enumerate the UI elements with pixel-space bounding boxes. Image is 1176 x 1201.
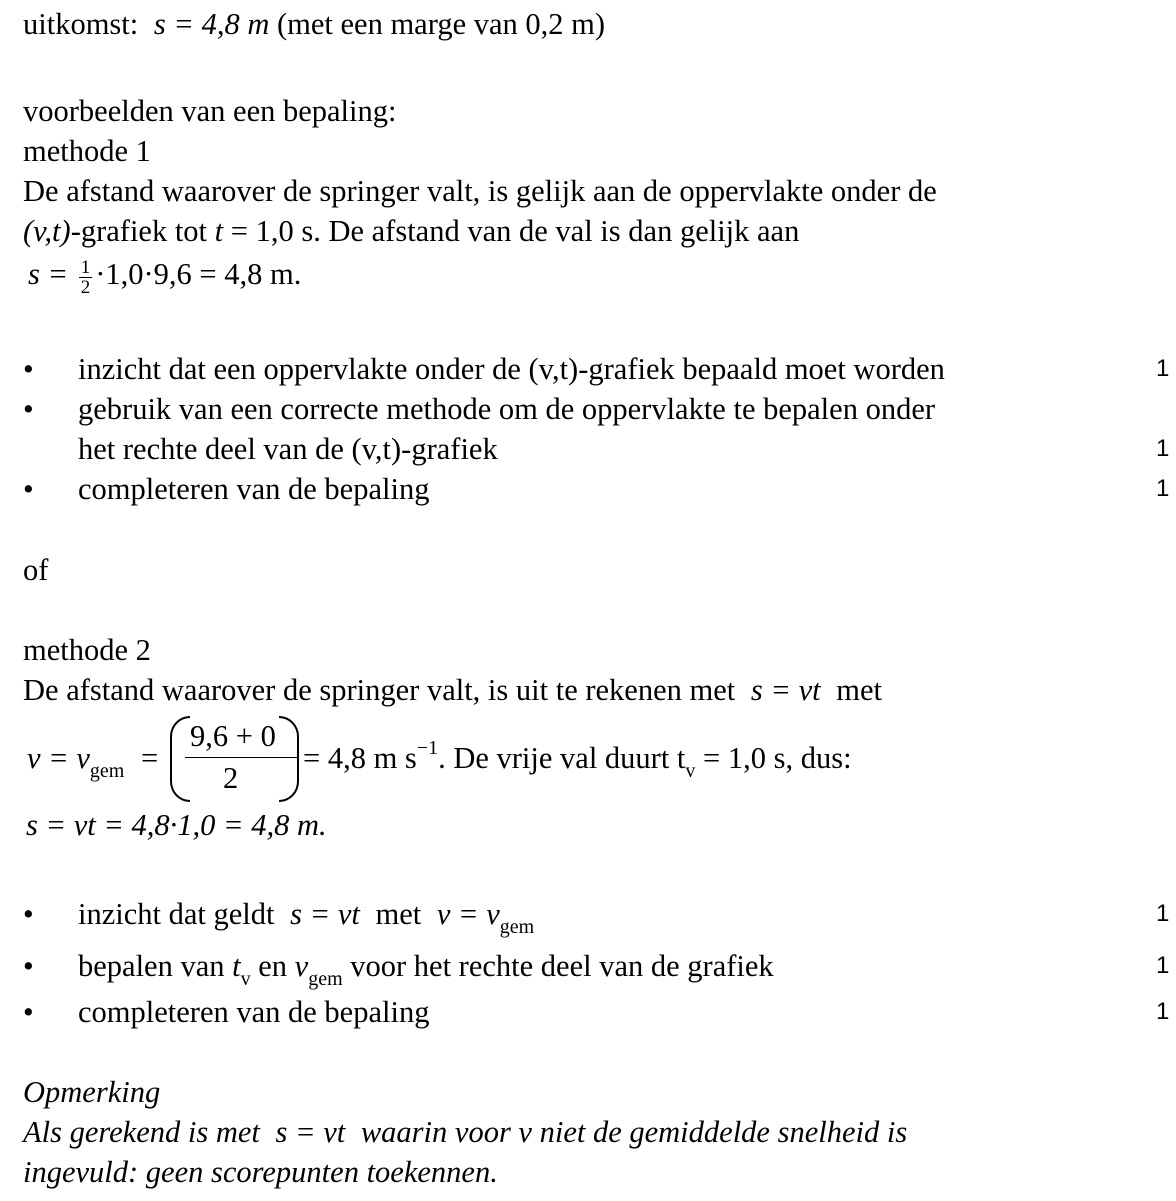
method1-line1: De afstand waarover de springer valt, is gelijk aan de oppervlakte onder de xyxy=(23,174,937,208)
score-point: 1 xyxy=(1156,475,1170,502)
score-point: 1 xyxy=(1156,952,1170,979)
fraction-numerator: 1 xyxy=(80,256,91,278)
fraction-denominator: 2 xyxy=(80,276,91,298)
result-line xyxy=(23,4,605,44)
remark-title: Opmerking xyxy=(23,1075,161,1109)
method1-line2-mid: -grafiek tot xyxy=(70,214,215,248)
v-lhs xyxy=(27,738,124,782)
score-point: 1 xyxy=(1156,998,1170,1025)
method1-criterion-1: inzicht dat een oppervlakte onder de (v,t)-grafiek bepaald moet worden xyxy=(78,352,945,386)
bullet-marker: • xyxy=(23,472,34,506)
criterion-mid: met xyxy=(375,897,422,931)
calc-rhs: ·1,0·9,6 = 4,8 m. xyxy=(95,257,302,291)
svt-expression: s = vt xyxy=(275,1115,346,1149)
result-expression: s = 4,8 m xyxy=(153,7,270,41)
bullet-marker: • xyxy=(23,352,34,386)
method1-line2-post: = 1,0 s. De afstand van de val is dan gelijk aan xyxy=(223,214,800,248)
bullet-marker: • xyxy=(23,897,34,931)
criterion-text: inzicht dat geldt xyxy=(78,897,275,931)
method2-line1-end: met xyxy=(836,673,882,707)
method2-criterion-1 xyxy=(78,894,534,938)
method2-criterion-3: completeren van de bepaling xyxy=(78,995,430,1029)
criterion-post: voor het rechte deel van de grafiek xyxy=(342,949,774,983)
velocity-value: = 4,8 m s xyxy=(303,741,417,775)
result-label: uitkomst: xyxy=(23,7,139,41)
method2-line1 xyxy=(23,670,882,710)
criterion-pre: bepalen van xyxy=(78,949,233,983)
v-subscript-gem: gem xyxy=(89,760,125,782)
score-point: 1 xyxy=(1156,900,1170,927)
right-parenthesis xyxy=(279,716,299,802)
remark-line1-pre: Als gerekend is met xyxy=(23,1115,260,1149)
svt-expression: s = vt xyxy=(290,897,360,931)
method2-title: methode 2 xyxy=(23,633,151,667)
v-subscript-gem: gem xyxy=(308,968,343,990)
result-margin: (met een marge van 0,2 m) xyxy=(276,7,606,41)
method1-line2 xyxy=(23,211,799,251)
left-parenthesis xyxy=(170,716,190,802)
bullet-marker: • xyxy=(23,949,34,983)
or-separator: of xyxy=(23,553,49,587)
score-point: 1 xyxy=(1156,435,1170,462)
t-subscript-v: v xyxy=(240,968,251,990)
remark-line2: ingevuld: geen scorepunten toekennen. xyxy=(23,1155,498,1189)
intro-line: voorbeelden van een bepaling: xyxy=(23,94,397,128)
t-symbol: t xyxy=(232,949,241,983)
calc-lhs: s = xyxy=(28,257,69,291)
half-fraction xyxy=(79,258,93,297)
method1-calculation xyxy=(28,254,301,297)
method1-criterion-2-cont: het rechte deel van de (v,t)-grafiek xyxy=(78,432,498,466)
fraction-numerator: 9,6 + 0 xyxy=(190,719,276,753)
method1-title: methode 1 xyxy=(23,134,151,168)
vt-notation: (v,t) xyxy=(23,214,71,248)
v-equals-v: v = v xyxy=(27,741,90,775)
t-symbol: t xyxy=(214,214,224,248)
v-equals-v: v = v xyxy=(436,897,500,931)
equals-sign: = xyxy=(141,741,159,775)
fall-duration-end: = 1,0 s, dus: xyxy=(695,741,852,775)
fall-duration-text: . De vrije val duurt t xyxy=(438,741,686,775)
fraction-denominator: 2 xyxy=(223,761,239,795)
method1-criterion-3: completeren van de bepaling xyxy=(78,472,430,506)
method2-criterion-2 xyxy=(78,946,774,990)
v-subscript-gem: gem xyxy=(499,916,535,938)
method2-result: s = vt = 4,8·1,0 = 4,8 m. xyxy=(26,808,327,842)
remark-line1-post: waarin voor v niet de gemiddelde snelheid is xyxy=(360,1115,908,1149)
unit-exponent: −1 xyxy=(416,737,439,759)
velocity-result xyxy=(303,738,852,782)
bullet-marker: • xyxy=(23,995,34,1029)
remark-line1 xyxy=(23,1112,907,1152)
score-point: 1 xyxy=(1156,355,1170,382)
method2-line1-text: De afstand waarover de springer valt, is uit te rekenen met xyxy=(23,673,736,707)
method1-criterion-2: gebruik van een correcte methode om de oppervlakte te bepalen onder xyxy=(78,392,936,426)
t-subscript-v: v xyxy=(685,760,696,782)
svt-expression: s = vt xyxy=(750,673,821,707)
bullet-marker: • xyxy=(23,392,34,426)
criterion-and: en xyxy=(250,949,295,983)
v-symbol: v xyxy=(294,949,309,983)
